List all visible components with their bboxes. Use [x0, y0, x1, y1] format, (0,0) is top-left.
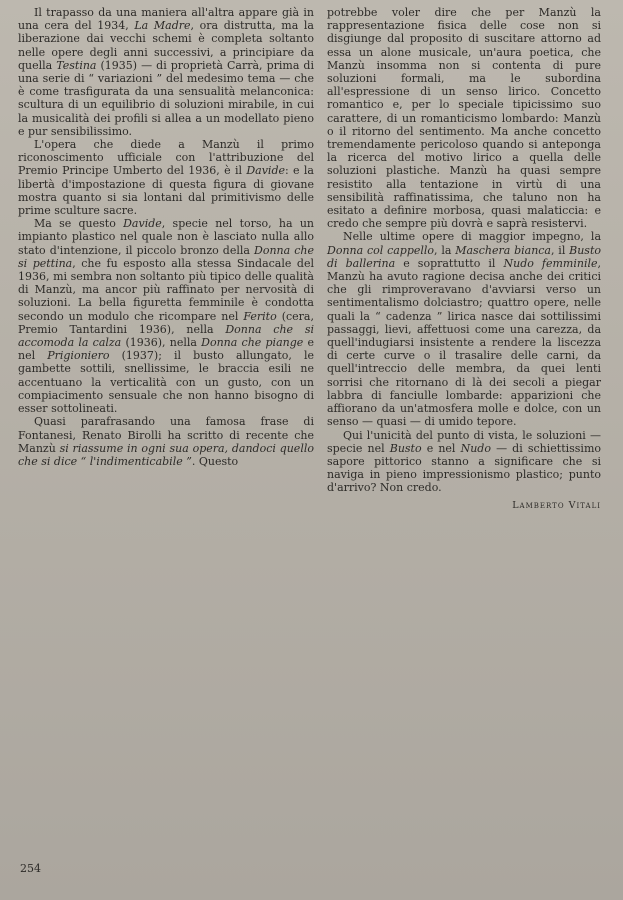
italic-title: Ferito [243, 309, 277, 323]
text-run: Ma se questo [34, 217, 124, 231]
text-run: : e la libertà d'impostazione di questa figura di giovane mostra quanto si sia lontani dal primitivismo delle prime sculture sacre. [18, 164, 314, 218]
text-run: , ora distrutta, ma la liberazione dai vecchi schemi è completa soltanto nelle opere degli anni successivi, a principiare da quella [18, 19, 314, 72]
text-run: , il [551, 243, 570, 257]
italic-title: Davide [123, 217, 162, 231]
text-run: (1937); il busto allungato, le gambette sottili, snellissime, le braccia esili ne accentuano la verticalità con un gusto, con un compiacimento sensuale che non hanno bisogno di esser sottolineati. [18, 349, 315, 416]
italic-title: Donna col cappello [327, 243, 435, 257]
text-run: — di schiettissimo sapore pittorico stanno a significare che si naviga in pieno impressionismo plastico; punto d'arrivo? Non credo. [327, 441, 601, 495]
text-run: Qui l'unicità del punto di vista, le soluzioni — specie nel [327, 428, 601, 455]
italic-title: Donna che si accomoda la calza [18, 322, 314, 350]
left-text-column [18, 6, 314, 468]
paragraph [18, 138, 314, 217]
italic-title: Nudo femminile [503, 256, 598, 270]
text-run: e soprattutto il [395, 256, 504, 270]
text-run: e nel [421, 441, 461, 455]
text-run: (cera, Premio Tantardini 1936), nella [18, 309, 314, 336]
text-run: Il trapasso da una maniera all'altra appare già in una cera del 1934, [18, 6, 314, 33]
text-run: , specie nel torso, ha un impianto plastico nel quale non è lasciato nulla allo stato d'intenzione, il piccolo bronzo della [18, 217, 314, 257]
paragraph [18, 217, 314, 415]
page-number: 254 [20, 862, 41, 875]
text-run: , Manzù ha avuto ragione decisa anche dei critici che gli rimproveravano d'avviarsi verso un sentimentalismo dolciastro; quattro opere, nelle quali la “ cadenza ” lirica nasce dai sottilissimi passaggi, lievi, affettuosi come una carezza, da quell'indugiarsi insistente a rendere la liscezza di certe curve o il trasalire delle carni, da quell'intreccio delle membra, da quei lenti sorrisi che ritornano di là dei secoli a piegar labbra di fanciulle lombarde: apparizioni che affiorano da un'atmosfera molle e dolce, con un senso — quasi — di umido tepore. [327, 256, 602, 429]
text-run: , che fu esposto alla stessa Sindacale del 1936, mi sembra non soltanto più tipico delle qualità di Manzù, ma ancor più raffinato per nervosità di soluzioni. La bella figuretta femminile è condotta secondo un modulo che ricompare nel [18, 256, 314, 323]
italic-title: Prigioniero [47, 349, 110, 363]
text-run: potrebbe voler dire che per Manzù la rappresentazione fisica delle cose non si disgiunge dal proposito di suscitare attorno ad essa un alone musicale, un'aura poetica, che Manzù insomma non si contenta di pure soluzioni formali, ma le subordina all'espressione di un senso lirico. Concetto romantico e, per lo speciale tipicissimo suo carattere, di un romanticismo lombardo: Manzù o il ritorno del sentimento. Ma anche concetto tremendamente pericoloso quando si anteponga la ricerca del motivo lirico a quella delle soluzioni plastiche. Manzù ha quasi sempre resistito alla tentazione in virtù di una sensibilità raffinatissima, che taluno non ha esitato a definire morbosa, quasi malaticcia: e credo che sempre più dovrà e saprà resistervi. [327, 6, 601, 231]
text-run: (1936), nella [121, 336, 202, 350]
italic-title: Donna che piange [201, 336, 304, 350]
italic-title: si riassume in ogni sua opera, dandoci quello che si dice “ l'indimenticabile ” [18, 441, 314, 468]
right-text-column [327, 6, 601, 512]
text-run: Nelle ultime opere di maggior impegno, la [343, 230, 601, 244]
paragraph [18, 6, 314, 138]
text-run: , la [434, 243, 456, 257]
paragraph [327, 429, 601, 495]
italic-title: Testina [56, 58, 97, 72]
text-run: e nel [18, 336, 314, 363]
italic-title: Davide [246, 164, 285, 178]
text-run: . Questo [191, 454, 239, 468]
italic-title: Busto [389, 441, 422, 455]
author-signature: Lamberto Vitali [512, 499, 601, 511]
paragraph [327, 6, 601, 230]
italic-title: Nudo [460, 441, 491, 455]
text-run: L'opera che diede a Manzù il primo riconoscimento ufficiale con l'attribuzione del Premio Principe Umberto del 1936, è il [18, 138, 314, 178]
paragraph [327, 230, 601, 428]
text-run: (1935) — di proprietà Carrà, prima di una serie di “ variazioni ” del medesimo tema — che è come trasfigurata da una sensualità melanconica: scultura di un equilibrio di soluzioni mirabile, in cui la musicalità dei profili si allea a un modellato pieno e pur sensibilissimo. [18, 58, 314, 138]
paragraph [18, 415, 314, 468]
italic-title: Donna che si pettina [18, 243, 315, 270]
text-run: Quasi parafrasando una famosa frase di Fontanesi, Renato Birolli ha scritto di recente che Manzù [18, 415, 314, 455]
italic-title: Busto di ballerina [327, 243, 601, 270]
italic-title: La Madre [134, 19, 191, 33]
italic-title: Maschera bianca [455, 243, 551, 257]
